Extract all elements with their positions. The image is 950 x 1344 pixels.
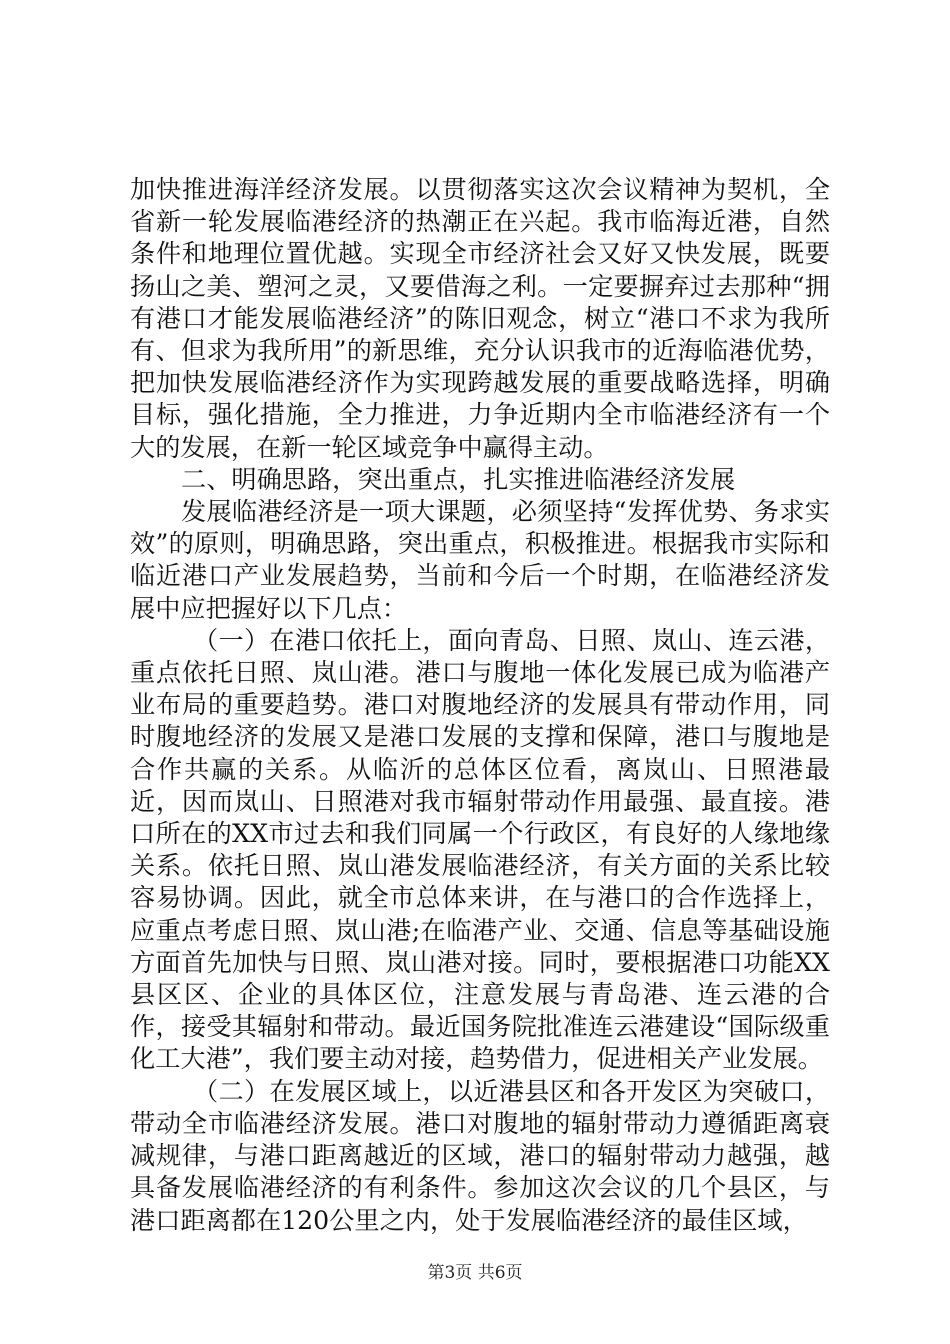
document-body [130,174,830,1237]
page-footer: 第3页 共6页 [427,1263,523,1283]
section-heading: 二、明确思路，突出重点，扎实推进临港经济发展 [181,464,736,494]
paragraph-point-1: （一）在港口依托上，面向青岛、日照、岚山、连云港，重点依托日照、岚山港。港口与腹地一体化发展已成为临港产业布局的重要趋势。港口对腹地经济的发展具有带动作用，同时腹地经济的发展又是港口发展的支撑和保障，港口与腹地是合作共赢的关系。从临沂的总体区位看，离岚山、日照港最近，因而岚山、日照港对我市辐射带动作用最强、最直接。港口所在的XX市过去和我们同属一个行政区，有良好的人缘地缘关系。依托日照、岚山港发展临港经济，有关方面的关系比较容易协调。因此，就全市总体来讲，在与港口的合作选择上，应重点考虑日照、岚山港;在临港产业、交通、信息等基础设施方面首先加快与日照、岚山港对接。同时，要根据港口功能XX县区区、企业的具体区位，注意发展与青岛港、连云港的合作，接受其辐射和带动。最近国务院批准连云港建设“国际级重化工大港”，我们要主动对接，趋势借力，促进相关产业发展。 [130,625,830,1074]
paragraph-continuation: 加快推进海洋经济发展。以贯彻落实这次会议精神为契机，全省新一轮发展临港经济的热潮正在兴起。我市临海近港，自然条件和地理位置优越。实现全市经济社会又好又快发展，既要扬山之美、塑河之灵，又要借海之利。一定要摒弃过去那种“拥有港口才能发展临港经济”的陈旧观念，树立“港口不求为我所有、但求为我所用”的新思维，充分认识我市的近海临港优势，把加快发展临港经济作为实现跨越发展的重要战略选择，明确目标，强化措施，全力推进，力争近期内全市临港经济有一个大的发展，在新一轮区域竞争中赢得主动。 [130,175,830,462]
paragraph-intro: 发展临港经济是一项大课题，必须坚持“发挥优势、务求实效”的原则，明确思路，突出重点，积极推进。根据我市实际和临近港口产业发展趋势，当前和今后一个时期，在临港经济发展中应把握好以下几点： [130,497,830,623]
paragraph-point-2: （二）在发展区域上，以近港县区和各开发区为突破口，带动全市临港经济发展。港口对腹地的辐射带动力遵循距离衰减规律，与港口距离越近的区域，港口的辐射带动力越强，越具备发展临港经济的有利条件。参加这次会议的几个县区，与港口距离都在120公里之内，处于发展临港经济的最佳区域， [130,1076,830,1235]
